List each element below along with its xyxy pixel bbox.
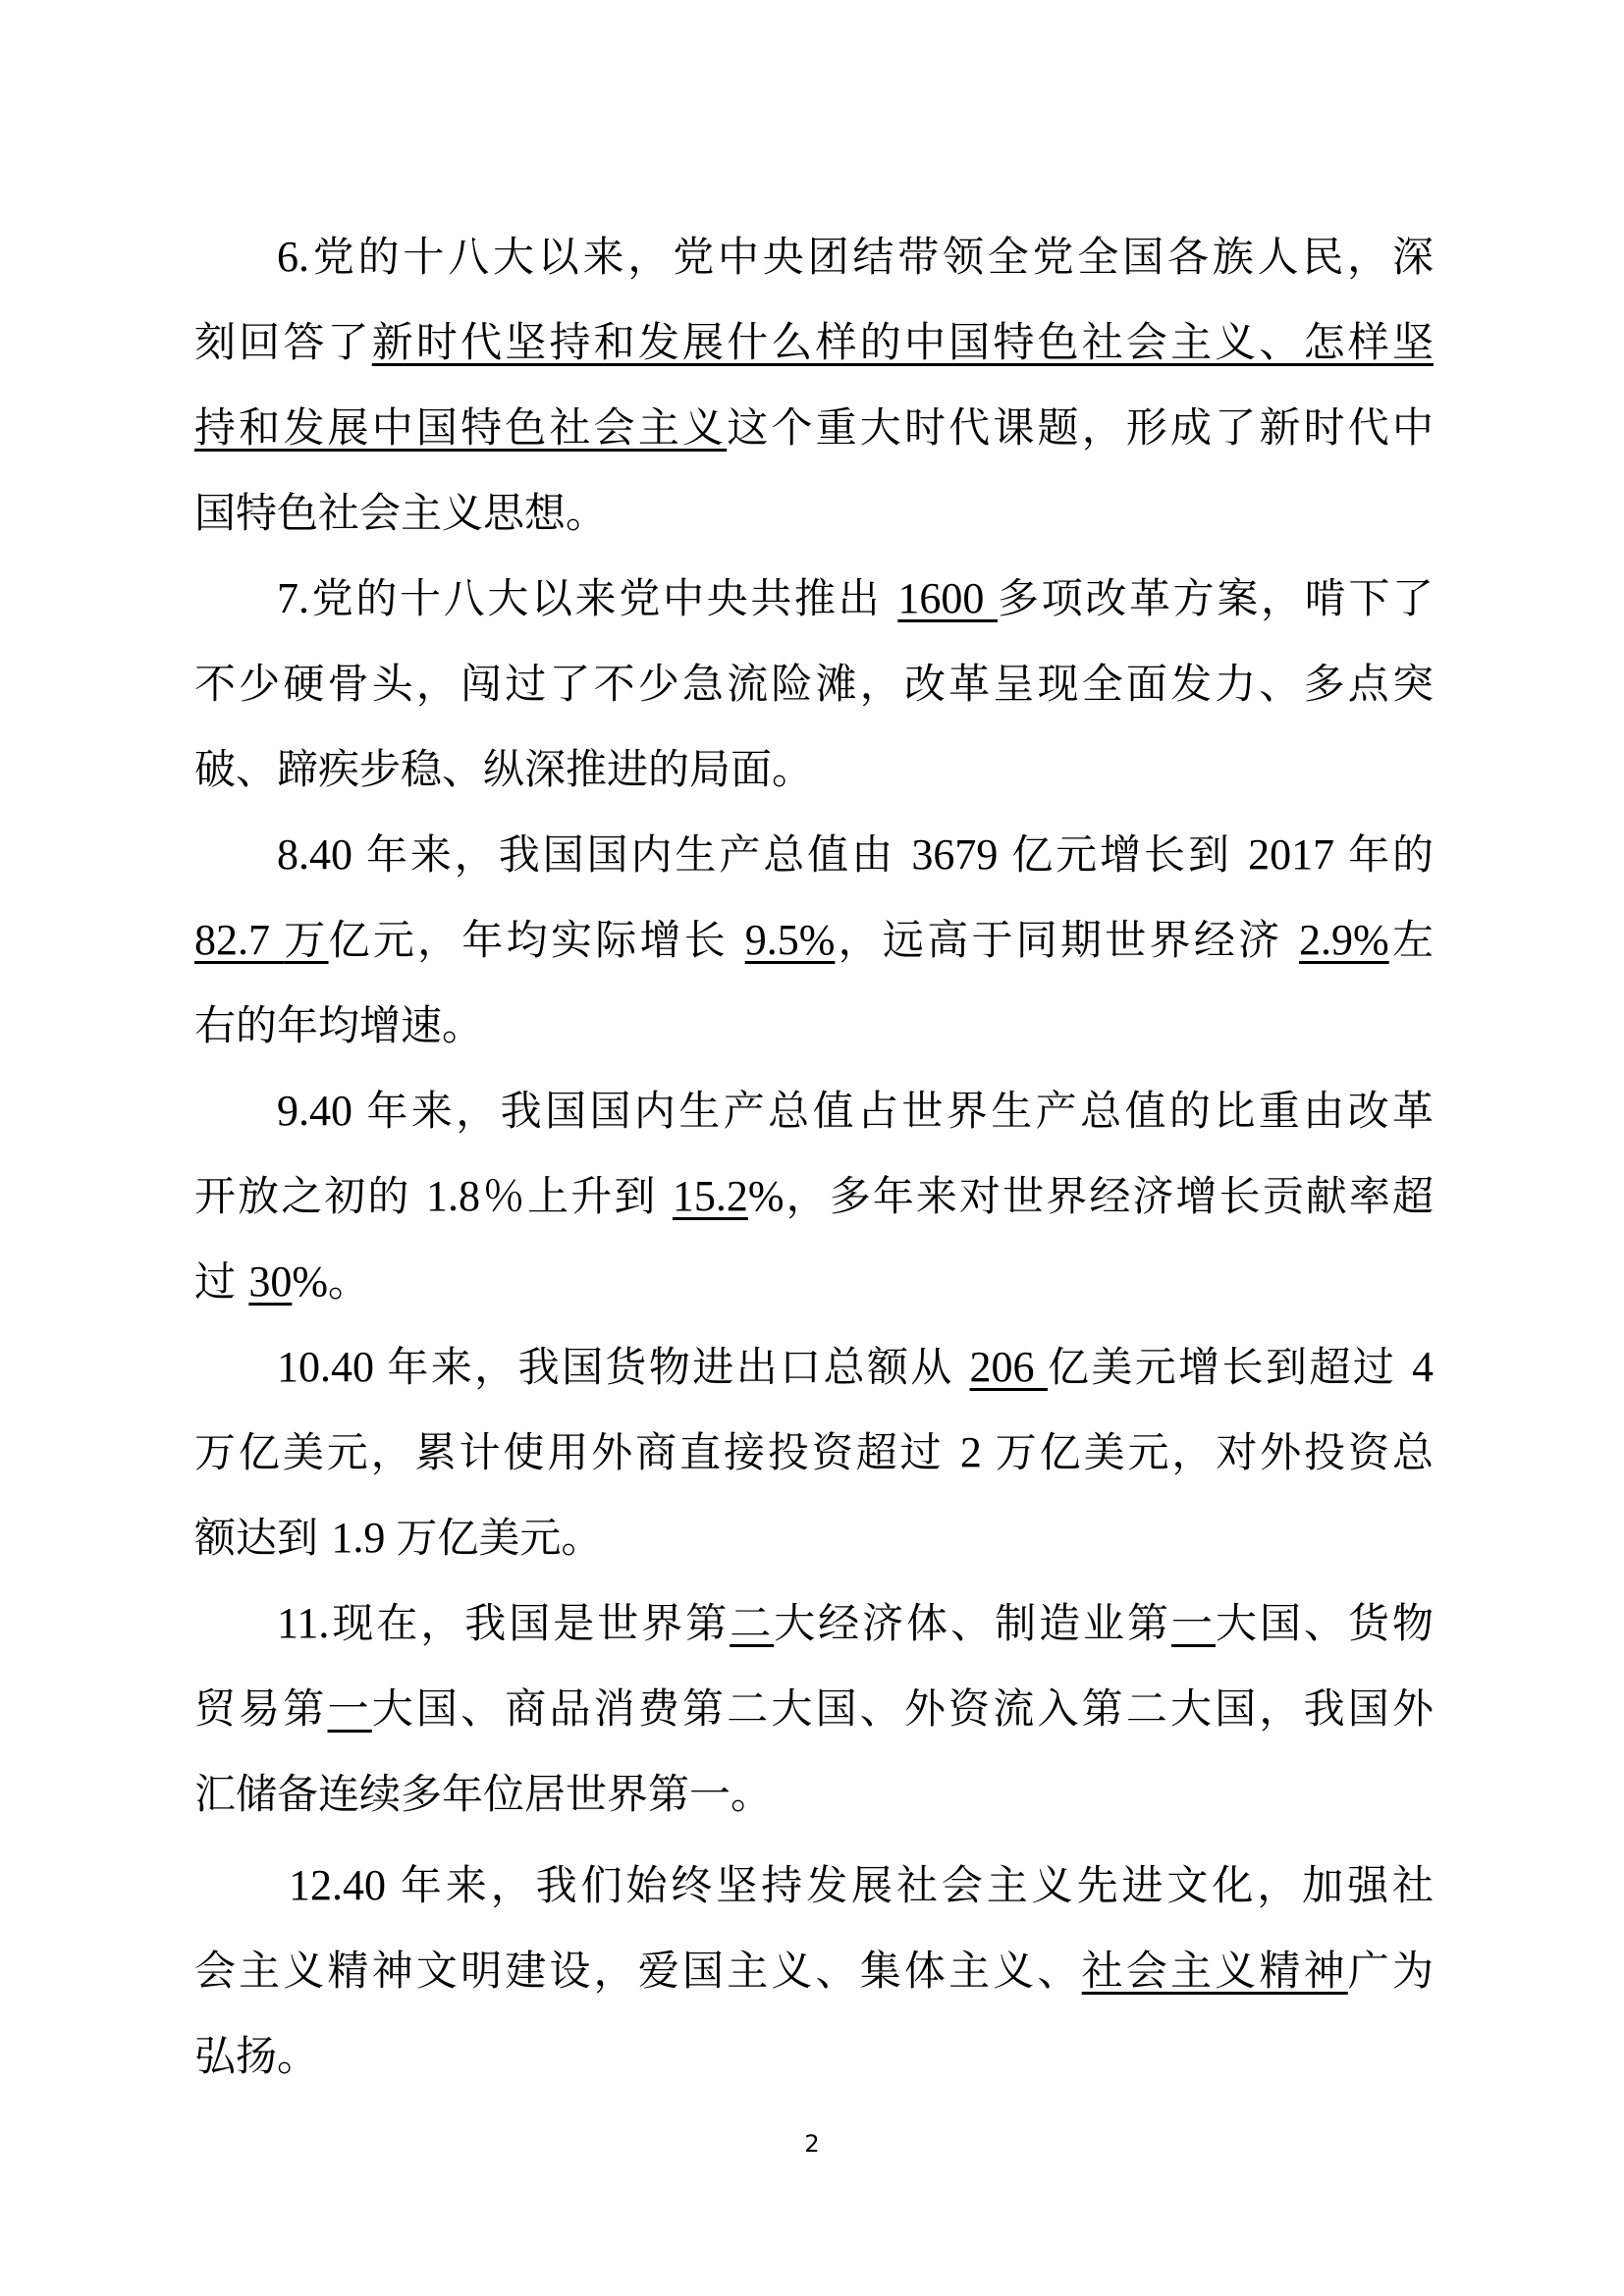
text-segment: 10.40 [277,1343,388,1391]
underlined-text: 一 [327,1684,372,1733]
text-segment: 大国、商品消费第二大国、外资流入第二大国，我国外 [371,1684,1434,1733]
text-segment: 这个重大时代课题，形成了新时代中 [727,403,1434,452]
text-segment: 7. [277,574,309,622]
text-segment: 2 [959,1428,996,1476]
text-segment: 现在，我国是世界第 [329,1599,731,1647]
underlined-text: 社会主义精神 [1081,1947,1348,1995]
paragraph-p6 [194,214,1434,556]
text-segment: 年来，我国货物进出口总额从 [387,1343,970,1391]
text-segment: 11. [277,1599,330,1647]
text-segment: % [747,1172,785,1220]
text-segment: 大国、货物 [1216,1599,1434,1647]
text-line [194,641,1434,726]
text-segment: 党的十八大以来党中央共推出 [309,574,898,622]
text-segment: 1.8％ [425,1172,528,1220]
text-segment: 过 [194,1257,249,1306]
underlined-text: 9.5% [744,916,836,964]
paragraph-p12 [194,1842,1434,2099]
paragraph-p8 [194,812,1434,1068]
text-line [194,385,1434,470]
text-segment: 开放之初的 [194,1172,426,1220]
text-segment: 左 [1388,916,1434,964]
text-segment: 9.40 [277,1087,367,1135]
underlined-text: 30 [248,1257,293,1306]
text-line [194,556,1434,641]
text-line [194,299,1434,385]
text-segment: 12.40 [289,1861,401,1909]
text-line [194,1666,1434,1751]
text-segment: 万亿美元。 [396,1514,603,1562]
underlined-text: 二 [730,1599,775,1647]
text-line [194,1239,1434,1324]
text-segment: 。 [328,1257,370,1306]
text-segment: 8.40 [277,830,366,879]
text-segment: 年的 [1348,830,1435,879]
text-segment: ，远高于同期世界经济 [835,916,1300,964]
text-line [194,726,1434,812]
text-segment: 3679 [911,830,1012,879]
text-segment: 年来，我国国内生产总值由 [365,830,912,879]
text-segment: % [292,1257,329,1306]
text-segment: 6. [277,233,309,281]
text-segment: 亿美元增长到超过 [1047,1343,1413,1391]
text-line [194,1580,1434,1666]
text-segment: 年来，我国国内生产总值占世界生产总值的比重由改革 [366,1087,1434,1135]
paragraph-p9 [194,1068,1434,1324]
text-line [194,897,1434,983]
text-segment: 广为 [1347,1947,1434,1995]
underlined-text: 15.2 [672,1172,748,1220]
page-number: 2 [804,2130,820,2158]
underlined-text: 1600 [897,574,998,622]
text-segment: 国特色社会主义思想。 [194,489,608,537]
text-line [194,1324,1434,1410]
text-segment: 万亿美元，累计使用外商直接投资超过 [194,1428,960,1476]
text-line [194,1410,1434,1495]
text-segment: 年来，我们始终坚持发展社会主义先进文化，加强社 [400,1861,1434,1909]
underlined-text: 持和发展中国特色社会主义 [194,403,728,452]
text-segment: 不少硬骨头，闯过了不少急流险滩，改革呈现全面发力、多点突 [194,660,1434,708]
paragraph-p10 [194,1324,1434,1580]
text-line [194,1153,1434,1239]
text-segment: 亿元，年均实际增长 [328,916,745,964]
text-segment: 右的年均增速。 [194,1001,484,1049]
text-segment: 4 [1412,1343,1435,1391]
paragraph-p11 [194,1580,1434,1837]
text-line [194,812,1434,897]
text-segment: 大经济体、制造业第 [774,1599,1172,1647]
text-line [194,1751,1434,1837]
text-segment: 万亿美元，对外投资总 [995,1428,1434,1476]
text-segment: 弘扬。 [194,2032,319,2080]
text-line [194,1928,1434,2013]
paragraph-p7 [194,556,1434,812]
document-body [194,214,1434,2099]
underlined-text: 一 [1171,1599,1217,1647]
text-segment: ，多年来对世界经济增长贡献率超 [784,1172,1434,1220]
underlined-text: 万 [284,916,329,964]
text-segment: 党的十八大以来，党中央团结带领全党全国各族人民，深 [309,233,1434,281]
text-segment: 刻回答了 [194,318,372,366]
text-line [194,214,1434,299]
text-segment: 破、蹄疾步稳、纵深推进的局面。 [194,745,814,793]
text-segment: 亿元增长到 [1011,830,1249,879]
text-line [194,983,1434,1068]
underlined-text: 206 [969,1343,1048,1391]
text-line [194,470,1434,556]
text-line [194,1495,1434,1580]
text-segment: 贸易第 [194,1684,328,1733]
text-line [194,1842,1434,1928]
underlined-text: 2.9% [1299,916,1389,964]
text-segment: 上升到 [527,1172,673,1220]
text-segment: 1.9 [331,1514,397,1562]
text-segment: 多项改革方案，啃下了 [998,574,1434,622]
text-line [194,2013,1434,2099]
underlined-text: 新时代坚持和发展什么样的中国特色社会主义、怎样坚 [371,318,1434,366]
text-segment: 汇储备连续多年位居世界第一。 [194,1770,773,1818]
text-segment: 2017 [1248,830,1349,879]
text-line [194,1068,1434,1153]
underlined-text: 82.7 [194,916,285,964]
text-segment: 额达到 [194,1514,332,1562]
text-segment: 会主义精神文明建设，爱国主义、集体主义、 [194,1947,1082,1995]
